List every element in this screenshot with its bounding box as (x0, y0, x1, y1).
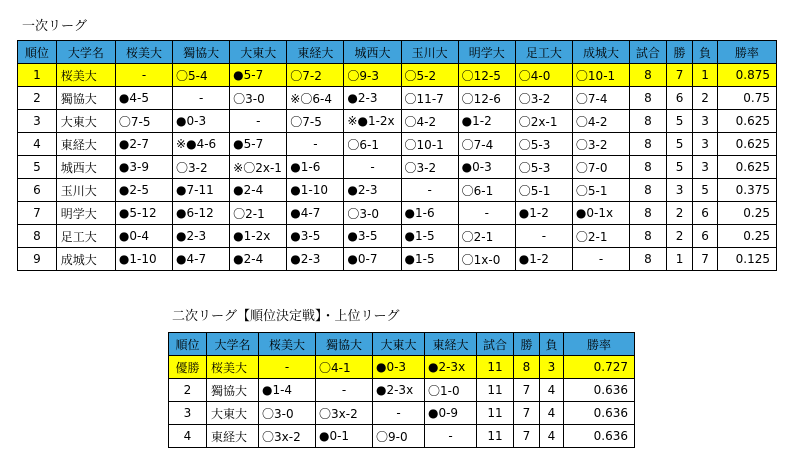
stat-cell: 8 (630, 156, 667, 179)
result-cell: ●2-3 (173, 225, 230, 248)
league1-header-row (18, 41, 777, 64)
result-cell: ※●4-6 (173, 133, 230, 156)
league1-header-cell: 玉川大 (401, 41, 458, 64)
league2-title: 二次リーグ【順位決定戦】・上位リーグ (172, 309, 400, 324)
result-cell: 〇7-0 (572, 156, 629, 179)
league1-header-cell: 順位 (18, 41, 57, 64)
team-name-cell: 明学大 (56, 202, 115, 225)
result-cell: 〇4-2 (401, 110, 458, 133)
stat-cell: 7 (514, 425, 540, 448)
team-name-cell: 玉川大 (56, 179, 115, 202)
result-cell: ●1-10 (287, 179, 344, 202)
league1-header-cell: 勝 (666, 41, 693, 64)
league2-header-cell: 勝率 (564, 333, 635, 356)
stat-cell: 7 (666, 64, 693, 87)
league1-header-cell: 大東大 (230, 41, 287, 64)
result-cell: ●0-1x (572, 202, 629, 225)
team-name-cell: 桜美大 (207, 356, 259, 379)
stat-cell: 4 (540, 425, 564, 448)
league1-header-cell: 勝率 (717, 41, 776, 64)
result-cell: 〇5-1 (572, 179, 629, 202)
result-cell: 〇7-2 (287, 64, 344, 87)
table-row (18, 133, 777, 156)
result-cell: - (344, 156, 401, 179)
rank-cell: 優勝 (169, 356, 207, 379)
league1-header-cell: 成城大 (572, 41, 629, 64)
stat-cell: 7 (514, 379, 540, 402)
stat-cell: 2 (666, 202, 693, 225)
result-cell: ●3-9 (115, 156, 172, 179)
stat-cell: 8 (630, 64, 667, 87)
rank-cell: 4 (169, 425, 207, 448)
result-cell: ●2-3 (344, 179, 401, 202)
result-cell: ●0-3 (173, 110, 230, 133)
rank-cell: 2 (169, 379, 207, 402)
league1-header-cell: 桜美大 (115, 41, 172, 64)
result-cell: 〇5-3 (515, 133, 572, 156)
stat-cell: 5 (666, 133, 693, 156)
win-rate-cell: 0.636 (564, 425, 635, 448)
result-cell: 〇7-5 (287, 110, 344, 133)
stat-cell: 11 (477, 356, 514, 379)
win-rate-cell: 0.125 (717, 248, 776, 271)
result-cell: 〇12-5 (458, 64, 515, 87)
result-cell: 〇5-4 (173, 64, 230, 87)
rank-cell: 3 (18, 110, 57, 133)
stat-cell: 4 (540, 379, 564, 402)
result-cell: ●3-5 (344, 225, 401, 248)
team-name-cell: 東経大 (207, 425, 259, 448)
team-name-cell: 城西大 (56, 156, 115, 179)
stat-cell: 8 (630, 202, 667, 225)
stat-cell: 2 (666, 225, 693, 248)
league2-header-cell: 獨協大 (316, 333, 373, 356)
result-cell: 〇3-0 (230, 87, 287, 110)
result-cell: ※〇2x-1 (230, 156, 287, 179)
result-cell: ●7-11 (173, 179, 230, 202)
stat-cell: 1 (693, 64, 717, 87)
result-cell: 〇10-1 (401, 133, 458, 156)
result-cell: 〇2-1 (572, 225, 629, 248)
result-cell: 〇3x-2 (259, 425, 316, 448)
team-name-cell: 獨協大 (56, 87, 115, 110)
stat-cell: 4 (540, 402, 564, 425)
result-cell: 〇3x-2 (316, 402, 373, 425)
stat-cell: 3 (666, 179, 693, 202)
stat-cell: 8 (630, 225, 667, 248)
result-cell: - (401, 179, 458, 202)
result-cell: ●0-9 (425, 402, 477, 425)
stat-cell: 8 (630, 87, 667, 110)
stat-cell: 5 (666, 110, 693, 133)
result-cell: 〇11-7 (401, 87, 458, 110)
result-cell: ※〇6-4 (287, 87, 344, 110)
league1-header-cell: 明学大 (458, 41, 515, 64)
rank-cell: 9 (18, 248, 57, 271)
stat-cell: 6 (693, 225, 717, 248)
result-cell: 〇4-2 (572, 110, 629, 133)
result-cell: ●2-3x (425, 356, 477, 379)
result-cell: 〇3-0 (344, 202, 401, 225)
league1-header-cell: 大学名 (56, 41, 115, 64)
league1-header-cell: 足工大 (515, 41, 572, 64)
league1-table (17, 40, 777, 271)
rank-cell: 4 (18, 133, 57, 156)
result-cell: - (259, 356, 316, 379)
result-cell: 〇3-2 (515, 87, 572, 110)
stat-cell: 5 (693, 179, 717, 202)
result-cell: ●2-4 (230, 179, 287, 202)
result-cell: ●5-7 (230, 133, 287, 156)
win-rate-cell: 0.25 (717, 225, 776, 248)
league2-header-row (169, 333, 635, 356)
stat-cell: 1 (666, 248, 693, 271)
table-row (18, 202, 777, 225)
stat-cell: 6 (693, 202, 717, 225)
result-cell: ●0-4 (115, 225, 172, 248)
team-name-cell: 東経大 (56, 133, 115, 156)
result-cell: ●1-10 (115, 248, 172, 271)
result-cell: 〇3-2 (173, 156, 230, 179)
win-rate-cell: 0.625 (717, 156, 776, 179)
table-row (18, 248, 777, 271)
result-cell: 〇1-0 (425, 379, 477, 402)
league1-header-cell: 負 (693, 41, 717, 64)
stat-cell: 11 (477, 402, 514, 425)
stat-cell: 11 (477, 425, 514, 448)
result-cell: ●2-5 (115, 179, 172, 202)
result-cell: 〇2x-1 (515, 110, 572, 133)
result-cell: ●0-3 (373, 356, 425, 379)
result-cell: ●5-7 (230, 64, 287, 87)
stat-cell: 6 (666, 87, 693, 110)
team-name-cell: 獨協大 (207, 379, 259, 402)
result-cell: ●1-6 (401, 202, 458, 225)
stat-cell: 7 (514, 402, 540, 425)
result-cell: ●1-4 (259, 379, 316, 402)
win-rate-cell: 0.25 (717, 202, 776, 225)
league1-header-cell: 城西大 (344, 41, 401, 64)
result-cell: ●4-5 (115, 87, 172, 110)
result-cell: ●0-3 (458, 156, 515, 179)
result-cell: ●2-3 (287, 248, 344, 271)
result-cell: ●1-2 (515, 248, 572, 271)
rank-cell: 8 (18, 225, 57, 248)
win-rate-cell: 0.875 (717, 64, 776, 87)
result-cell: ●3-5 (287, 225, 344, 248)
team-name-cell: 桜美大 (56, 64, 115, 87)
table-row (18, 179, 777, 202)
result-cell: ●2-7 (115, 133, 172, 156)
result-cell: 〇4-1 (316, 356, 373, 379)
league1-header-cell: 獨協大 (173, 41, 230, 64)
result-cell: 〇5-2 (401, 64, 458, 87)
stat-cell: 8 (630, 248, 667, 271)
league2-header-cell: 東経大 (425, 333, 477, 356)
table-row (169, 356, 635, 379)
result-cell: 〇5-3 (515, 156, 572, 179)
league2-header-cell: 負 (540, 333, 564, 356)
win-rate-cell: 0.636 (564, 402, 635, 425)
stat-cell: 7 (693, 248, 717, 271)
result-cell: - (316, 379, 373, 402)
result-cell: 〇3-2 (572, 133, 629, 156)
win-rate-cell: 0.375 (717, 179, 776, 202)
result-cell: - (173, 87, 230, 110)
stat-cell: 8 (514, 356, 540, 379)
rank-cell: 5 (18, 156, 57, 179)
result-cell: ※●1-2x (344, 110, 401, 133)
rank-cell: 6 (18, 179, 57, 202)
result-cell: ●1-5 (401, 248, 458, 271)
result-cell: 〇6-1 (458, 179, 515, 202)
stat-cell: 2 (693, 87, 717, 110)
result-cell: - (373, 402, 425, 425)
result-cell: 〇1x-0 (458, 248, 515, 271)
stat-cell: 8 (630, 133, 667, 156)
team-name-cell: 大東大 (56, 110, 115, 133)
table-row (18, 64, 777, 87)
rank-cell: 2 (18, 87, 57, 110)
table-row (18, 156, 777, 179)
result-cell: ●6-12 (173, 202, 230, 225)
result-cell: 〇7-5 (115, 110, 172, 133)
league1-header-cell: 試合 (630, 41, 667, 64)
result-cell: ●4-7 (287, 202, 344, 225)
result-cell: 〇3-2 (401, 156, 458, 179)
result-cell: ●2-3 (344, 87, 401, 110)
league2-table (168, 332, 635, 448)
result-cell: 〇12-6 (458, 87, 515, 110)
league2-header-cell: 大東大 (373, 333, 425, 356)
result-cell: ●2-3x (373, 379, 425, 402)
result-cell: 〇9-3 (344, 64, 401, 87)
result-cell: ●4-7 (173, 248, 230, 271)
result-cell: - (230, 110, 287, 133)
result-cell: 〇10-1 (572, 64, 629, 87)
result-cell: - (458, 202, 515, 225)
table-row (18, 87, 777, 110)
result-cell: 〇3-0 (259, 402, 316, 425)
league2-header-cell: 勝 (514, 333, 540, 356)
table-row (18, 110, 777, 133)
result-cell: ●1-2 (515, 202, 572, 225)
league2-header-cell: 試合 (477, 333, 514, 356)
rank-cell: 7 (18, 202, 57, 225)
win-rate-cell: 0.625 (717, 110, 776, 133)
result-cell: 〇7-4 (572, 87, 629, 110)
stat-cell: 8 (630, 179, 667, 202)
table-row (18, 225, 777, 248)
stat-cell: 3 (693, 110, 717, 133)
win-rate-cell: 0.727 (564, 356, 635, 379)
result-cell: ●2-4 (230, 248, 287, 271)
result-cell: - (515, 225, 572, 248)
result-cell: 〇2-1 (458, 225, 515, 248)
result-cell: ●0-1 (316, 425, 373, 448)
result-cell: ●1-2 (458, 110, 515, 133)
result-cell: - (425, 425, 477, 448)
result-cell: - (287, 133, 344, 156)
stat-cell: 3 (693, 133, 717, 156)
result-cell: 〇4-0 (515, 64, 572, 87)
result-cell: ●5-12 (115, 202, 172, 225)
win-rate-cell: 0.625 (717, 133, 776, 156)
result-cell: 〇7-4 (458, 133, 515, 156)
result-cell: 〇2-1 (230, 202, 287, 225)
result-cell: 〇6-1 (344, 133, 401, 156)
rank-cell: 3 (169, 402, 207, 425)
league2-header-cell: 順位 (169, 333, 207, 356)
league1-title: 一次リーグ (22, 19, 88, 34)
result-cell: - (572, 248, 629, 271)
result-cell: 〇9-0 (373, 425, 425, 448)
win-rate-cell: 0.636 (564, 379, 635, 402)
rank-cell: 1 (18, 64, 57, 87)
stat-cell: 3 (540, 356, 564, 379)
table-row (169, 402, 635, 425)
result-cell: ●1-5 (401, 225, 458, 248)
league2-header-cell: 大学名 (207, 333, 259, 356)
stat-cell: 3 (693, 156, 717, 179)
stat-cell: 11 (477, 379, 514, 402)
team-name-cell: 成城大 (56, 248, 115, 271)
result-cell: ●0-7 (344, 248, 401, 271)
league2-header-cell: 桜美大 (259, 333, 316, 356)
team-name-cell: 大東大 (207, 402, 259, 425)
table-row (169, 379, 635, 402)
table-row (169, 425, 635, 448)
league1-header-cell: 東経大 (287, 41, 344, 64)
result-cell: ●1-2x (230, 225, 287, 248)
result-cell: ●1-6 (287, 156, 344, 179)
stat-cell: 5 (666, 156, 693, 179)
stat-cell: 8 (630, 110, 667, 133)
result-cell: - (115, 64, 172, 87)
result-cell: 〇5-1 (515, 179, 572, 202)
team-name-cell: 足工大 (56, 225, 115, 248)
win-rate-cell: 0.75 (717, 87, 776, 110)
